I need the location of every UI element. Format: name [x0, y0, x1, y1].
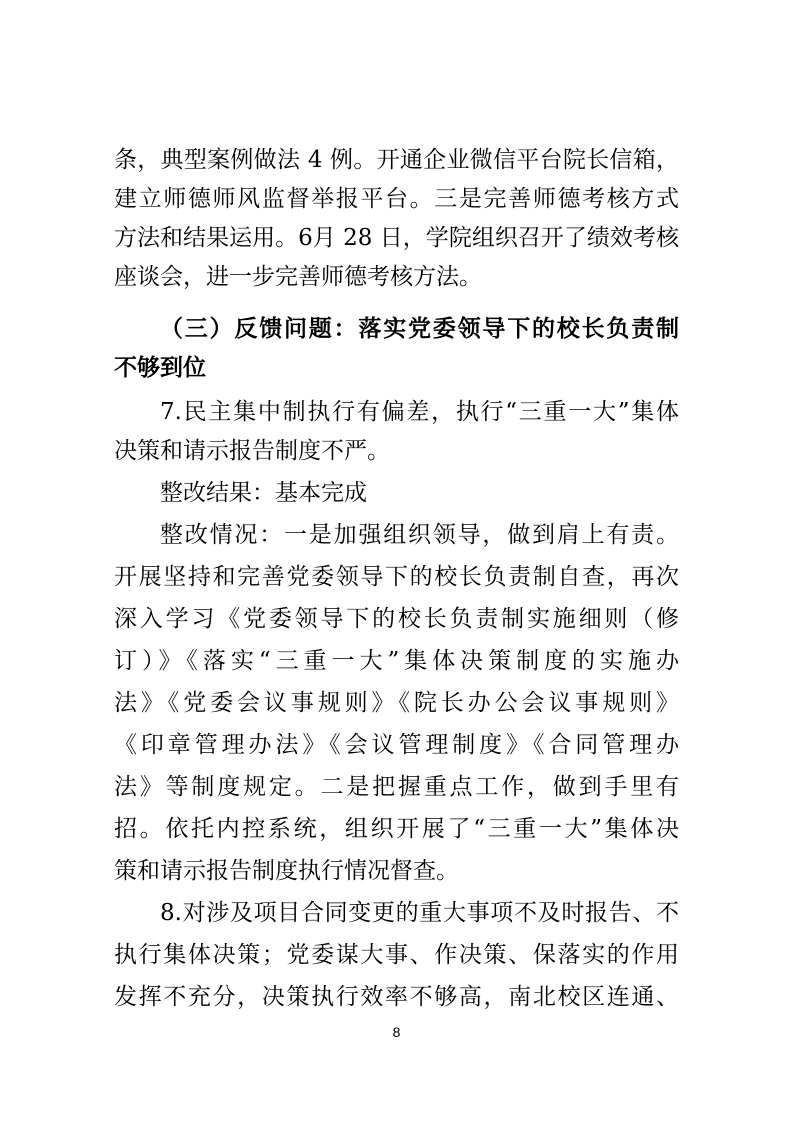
text-line: 策和请示报告制度执行情况督查。: [114, 858, 459, 884]
section-heading: 不够到位: [114, 354, 206, 381]
text-line: 7.民主集中制执行有偏差，执行“三重一大”集体: [160, 399, 679, 425]
text-line: 建立师德师风监督举报平台。三是完善师德考核方式: [114, 186, 679, 212]
text-line: 深入学习《党委领导下的校长负责制实施细则（修: [114, 606, 679, 632]
text-line: 座谈会，进一步完善师德考核方法。: [114, 264, 482, 290]
text-line: 发挥不充分，决策执行效率不够高，南北校区连通、: [114, 984, 679, 1010]
text-line: 决策和请示报告制度不严。: [114, 438, 390, 464]
text-line: 《印章管理办法》《会议管理制度》《合同管理办: [114, 732, 679, 758]
rectification-result: 整改结果：基本完成: [160, 480, 367, 506]
section-heading: （三）反馈问题：落实党委领导下的校长负责制: [160, 315, 679, 342]
text-line: 条，典型案例做法 4 例。开通企业微信平台院长信箱，: [114, 147, 679, 173]
page-number: 8: [392, 1024, 401, 1040]
text-line: 方法和结果运用。6月 28 日，学院组织召开了绩效考核: [114, 225, 679, 251]
text-line: 订）》《落实“三重一大”集体决策制度的实施办: [114, 648, 679, 674]
text-line: 法》《党委会议事规则》《院长办公会议事规则》: [114, 690, 679, 716]
text-line: 8.对涉及项目合同变更的重大事项不及时报告、不: [160, 900, 679, 926]
text-line: 开展坚持和完善党委领导下的校长负责制自查，再次: [114, 564, 679, 590]
text-line: 执行集体决策；党委谋大事、作决策、保落实的作用: [114, 942, 679, 968]
text-line: 招。依托内控系统，组织开展了“三重一大”集体决: [114, 816, 679, 842]
text-line: 整改情况：一是加强组织领导，做到肩上有责。: [160, 522, 679, 548]
text-line: 法》等制度规定。二是把握重点工作，做到手里有: [114, 774, 679, 800]
